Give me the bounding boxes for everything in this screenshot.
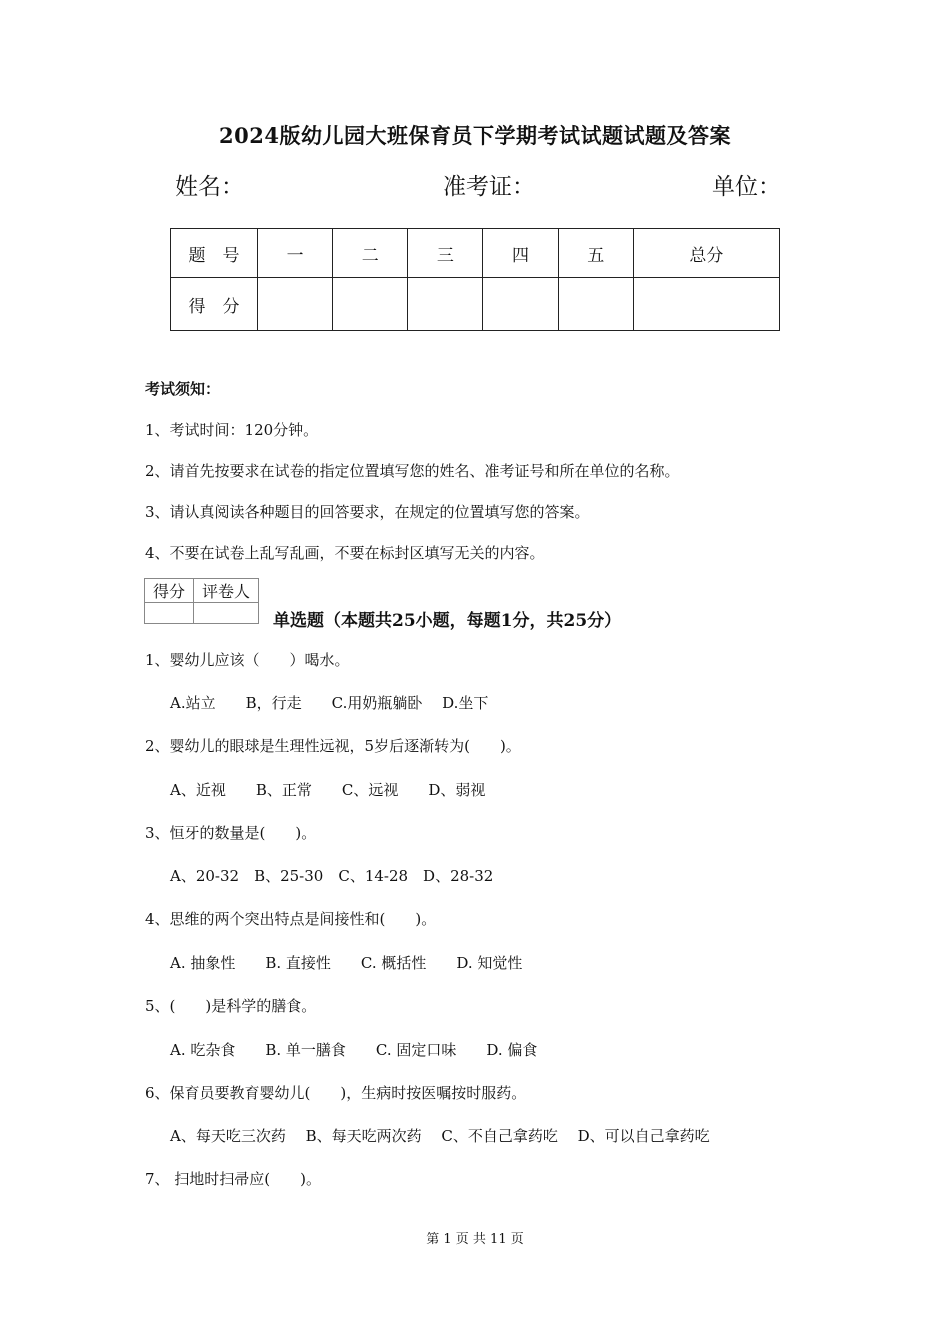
question-text: 5、( )是科学的膳食。 (145, 997, 317, 1015)
notice-item: 2、请首先按要求在试卷的指定位置填写您的姓名、准考证号和所在单位的名称。 (145, 462, 680, 480)
question-text: 7、 扫地时扫帚应( )。 (145, 1170, 322, 1188)
question-options: A、20-32 B、25-30 C、14-28 D、28-32 (170, 867, 494, 885)
grader-score-cell (145, 603, 194, 624)
question-text: 2、婴幼儿的眼球是生理性远视，5岁后逐渐转为( )。 (145, 737, 521, 755)
score-header-cell: 二 (333, 229, 408, 278)
score-table-header-row (171, 229, 780, 278)
score-cell (483, 278, 558, 331)
grader-reviewer-label: 评卷人 (194, 579, 259, 603)
question-options: A. 抽象性 B. 直接性 C. 概括性 D. 知觉性 (170, 954, 523, 972)
score-cell (333, 278, 408, 331)
question-text: 6、保育员要教育婴幼儿( )，生病时按医嘱按时服药。 (145, 1084, 527, 1102)
page-footer: 第 1 页 共 11 页 (426, 1232, 524, 1247)
score-cell (258, 278, 333, 331)
section-title: 单选题（本题共25小题，每题1分，共25分） (273, 611, 622, 631)
score-header-cell: 总分 (633, 229, 779, 278)
question-options: A.站立 B，行走 C.用奶瓶躺卧 D.坐下 (170, 694, 489, 712)
question-options: A、近视 B、正常 C、远视 D、弱视 (170, 781, 486, 799)
question-text: 4、思维的两个突出特点是间接性和( )。 (145, 910, 437, 928)
notice-title: 考试须知： (145, 380, 221, 398)
question-text: 1、婴幼儿应该（ ）喝水。 (145, 651, 350, 669)
exam-number-label: 准考证： (443, 174, 535, 200)
grader-score-label: 得分 (145, 579, 194, 603)
score-cell (633, 278, 779, 331)
question-options: A、每天吃三次药 B、每天吃两次药 C、不自己拿药吃 D、可以自己拿药吃 (170, 1127, 710, 1145)
score-table-score-row (171, 278, 780, 331)
grader-reviewer-cell (194, 603, 259, 624)
score-header-cell: 三 (408, 229, 483, 278)
notice-item: 1、考试时间：120分钟。 (145, 421, 319, 439)
score-table (170, 228, 780, 331)
question-options: A. 吃杂食 B. 单一膳食 C. 固定口味 D. 偏食 (170, 1041, 538, 1059)
score-header-cell: 题 号 (171, 229, 258, 278)
score-header-cell: 一 (258, 229, 333, 278)
name-label: 姓名： (175, 174, 244, 200)
score-cell (558, 278, 633, 331)
score-header-cell: 四 (483, 229, 558, 278)
score-row-label: 得 分 (171, 278, 258, 331)
score-cell (408, 278, 483, 331)
grader-table (144, 578, 259, 624)
notice-item: 4、不要在试卷上乱写乱画，不要在标封区填写无关的内容。 (145, 544, 545, 562)
score-header-cell: 五 (558, 229, 633, 278)
notice-item: 3、请认真阅读各种题目的回答要求，在规定的位置填写您的答案。 (145, 503, 590, 521)
document-title: 2024版幼儿园大班保育员下学期考试试题试题及答案 (219, 123, 731, 148)
unit-label: 单位： (712, 174, 781, 200)
question-text: 3、恒牙的数量是( )。 (145, 824, 317, 842)
